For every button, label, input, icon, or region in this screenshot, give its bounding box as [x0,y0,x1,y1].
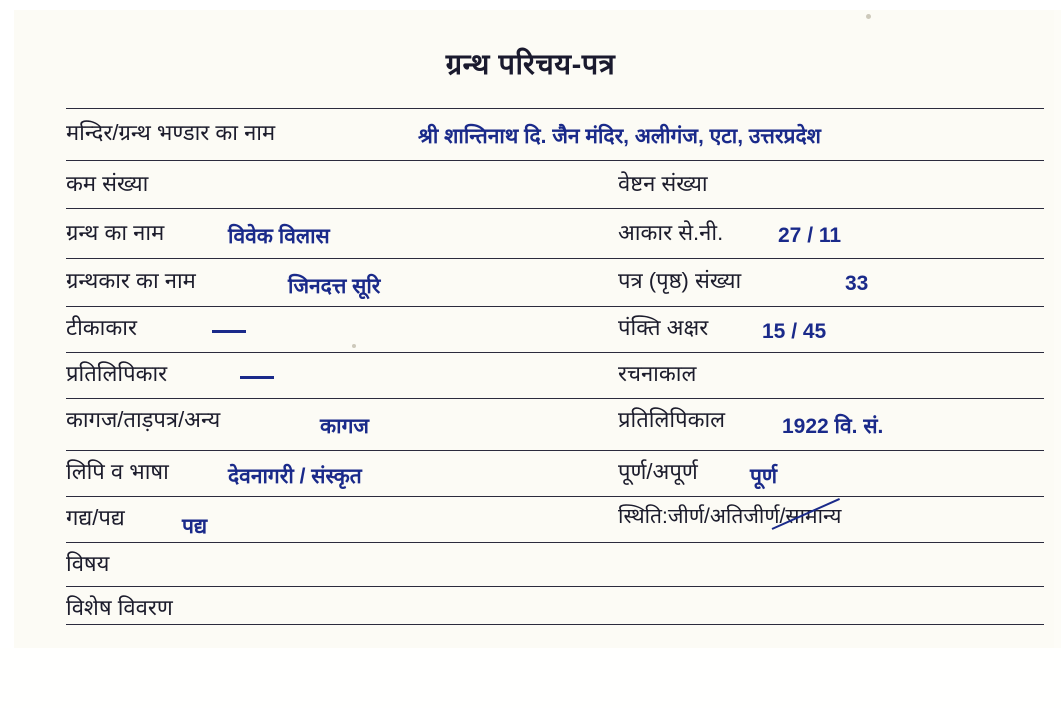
field-label-prose-verse: गद्य/पद्य [66,505,125,530]
scan-edge-top [0,0,1061,10]
field-label-commentator: टीकाकार [66,315,137,340]
field-value-completeness[interactable]: पूर्ण [750,465,778,488]
scan-edge-left [0,0,14,708]
scan-edge-bottom [0,648,1061,708]
field-value-commentator-dash [212,330,246,333]
paper-smudge [866,14,871,19]
form-rule [66,352,1044,353]
field-label-material: कागज/ताड़पत्र/अन्य [66,407,221,432]
field-value-script-language[interactable]: देवनागरी / संस्कृत [228,465,362,488]
field-label-composition-date: रचनाकाल [618,361,697,386]
form-rule [66,624,1044,625]
form-rule [66,398,1044,399]
field-label-grantha-name: ग्रन्थ का नाम [66,220,165,245]
paper-smudge [352,344,356,348]
field-label-kram-sankhya: कम संख्या [66,171,149,196]
field-label-author: ग्रन्थकार का नाम [66,268,196,293]
field-label-scribe: प्रतिलिपिकार [66,361,168,386]
field-label-temple-name: मन्दिर/ग्रन्थ भण्डार का नाम [66,120,276,145]
field-label-completeness: पूर्ण/अपूर्ण [618,459,698,484]
field-value-copy-date[interactable]: 1922 वि. सं. [782,415,884,438]
page-title: ग्रन्थ परिचय-पत्र [445,49,616,81]
field-value-scribe-dash [240,376,274,379]
form-rule [66,160,1044,161]
field-value-prose-verse[interactable]: पद्य [182,515,208,538]
field-value-size[interactable]: 27 / 11 [778,224,842,247]
form-rule [66,108,1044,109]
field-label-subject: विषय [66,551,110,576]
field-value-grantha-name[interactable]: विवेक विलास [228,225,330,248]
form-rule [66,496,1044,497]
form-rule [66,586,1044,587]
form-rule [66,450,1044,451]
field-label-veshtan-sankhya: वेष्टन संख्या [618,171,708,196]
field-value-author[interactable]: जिनदत्त सूरि [288,275,381,298]
field-label-page-count: पत्र (पृष्ठ) संख्या [618,268,742,293]
field-label-lines-letters: पंक्ति अक्षर [618,315,709,340]
form-rule [66,306,1044,307]
field-value-page-count[interactable]: 33 [845,272,869,295]
field-label-condition: स्थिति:जीर्ण/अतिजीर्ण/सामान्य [618,505,842,528]
form-rule [66,258,1044,259]
field-label-script-language: लिपि व भाषा [66,459,169,484]
form-rule [66,542,1044,543]
field-value-temple-name[interactable]: श्री शान्तिनाथ दि. जैन मंदिर, अलीगंज, एटा, उत्तरप्रदेश [418,125,821,148]
field-value-lines-letters[interactable]: 15 / 45 [762,320,827,343]
form-rule [66,208,1044,209]
paper-background [14,8,1054,656]
field-label-copy-date: प्रतिलिपिकाल [618,407,726,432]
field-label-special-remarks: विशेष विवरण [66,595,173,620]
field-value-material[interactable]: कागज [320,415,369,438]
field-label-size: आकार से.नी. [618,220,724,245]
